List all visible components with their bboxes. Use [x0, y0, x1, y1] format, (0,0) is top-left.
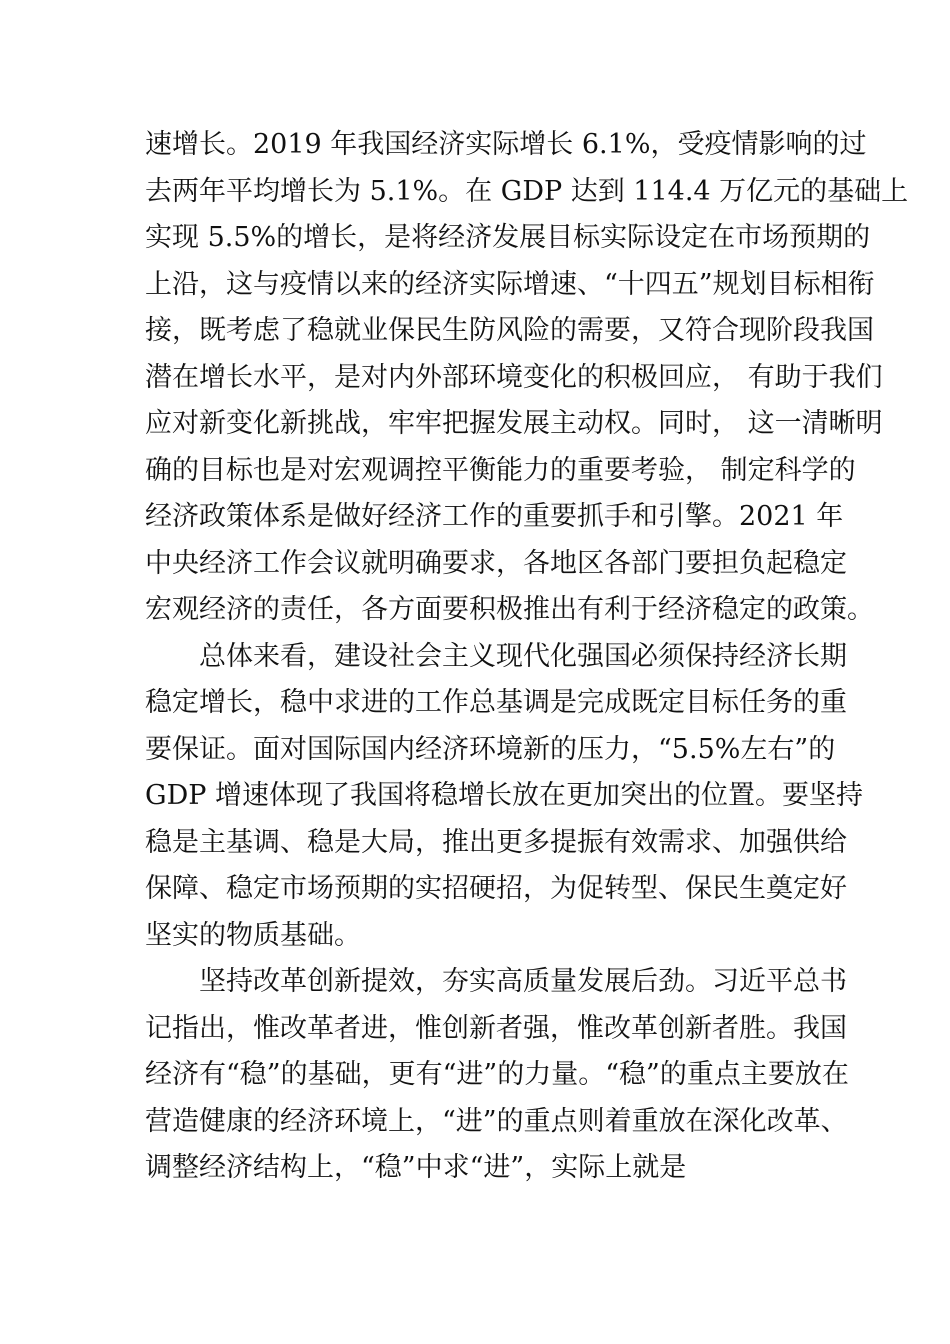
text-line: 去两年平均增长为 5.1%。在 GDP 达到 114.4 万亿元的基础上: [145, 175, 909, 207]
text-line: 稳定增长，稳中求进的工作总基调是完成既定目标任务的重: [145, 687, 847, 718]
paragraph-1: [145, 122, 909, 634]
text-line: 总体来看，建设社会主义现代化强国必须保持经济长期: [199, 640, 847, 672]
text-line: 保障、稳定市场预期的实招硬招，为促转型、保民生奠定好: [145, 873, 847, 904]
body-text: [145, 122, 909, 1192]
text-line: 记指出，惟改革者进，惟创新者强，惟改革创新者胜。我国: [145, 1012, 847, 1044]
text-line: 稳是主基调、稳是大局，推出更多提振有效需求、加强供给: [145, 826, 847, 858]
text-line: 经济政策体系是做好经济工作的重要抓手和引擎。2021 年: [145, 501, 844, 532]
text-line: 经济有“稳”的基础，更有“进”的力量。“稳”的重点主要放在: [145, 1059, 849, 1090]
text-line: 速增长。2019 年我国经济实际增长 6.1%，受疫情影响的过: [145, 129, 867, 160]
text-line: 接，既考虑了稳就业保民生防风险的需要，又符合现阶段我国: [145, 315, 874, 346]
text-line: 坚持改革创新提效，夯实高质量发展后劲。习近平总书: [199, 966, 847, 997]
text-line: 确的目标也是对宏观调控平衡能力的重要考验， 制定科学的: [145, 454, 856, 486]
text-line: 营造健康的经济环境上，“进”的重点则着重放在深化改革、: [145, 1105, 848, 1137]
text-line: 坚实的物质基础。: [145, 919, 361, 951]
text-line: 上沿，这与疫情以来的经济实际增速、“十四五”规划目标相衔: [145, 268, 875, 300]
text-line: 应对新变化新挑战，牢牢把握发展主动权。同时， 这一清晰明: [145, 408, 883, 439]
text-line: 中央经济工作会议就明确要求，各地区各部门要担负起稳定: [145, 547, 847, 579]
text-line: 潜在增长水平，是对内外部环境变化的积极回应， 有助于我们: [145, 361, 883, 393]
text-line: 调整经济结构上，“稳”中求“进”，实际上就是: [145, 1152, 687, 1183]
text-line: GDP 增速体现了我国将稳增长放在更加突出的位置。要坚持: [145, 780, 863, 811]
text-line: 要保证。面对国际国内经济环境新的压力，“5.5%左右”的: [145, 733, 836, 765]
text-line: 宏观经济的责任，各方面要积极推出有利于经济稳定的政策。: [145, 594, 874, 625]
paragraph-3: [145, 959, 849, 1192]
paragraph-2: [145, 634, 863, 960]
text-line: 实现 5.5%的增长，是将经济发展目标实际设定在市场预期的: [145, 222, 871, 253]
